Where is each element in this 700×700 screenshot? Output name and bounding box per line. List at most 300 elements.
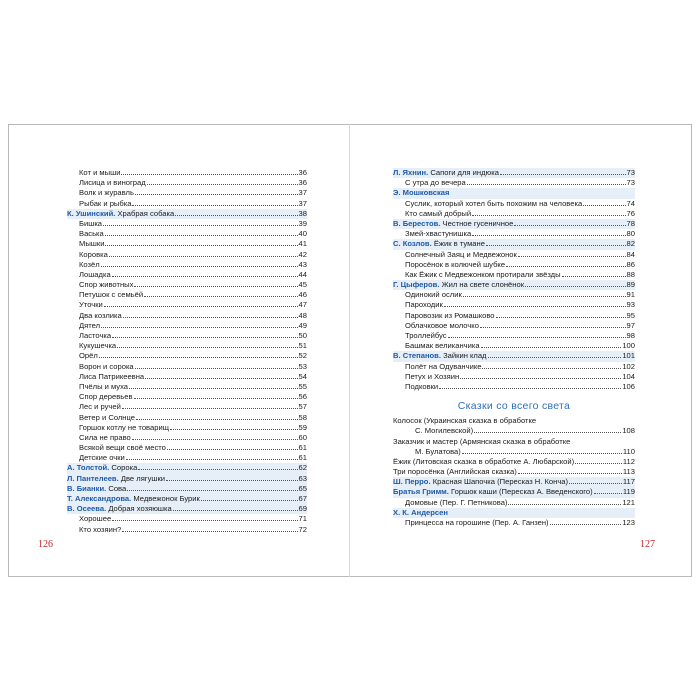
toc-page-number: 43: [298, 259, 307, 269]
toc-entry-title: [79, 300, 103, 310]
toc-entry-title: [393, 239, 485, 249]
work-title: Одинокий ослик: [405, 290, 462, 300]
toc-page-number: 55: [298, 381, 307, 391]
toc-page-number: 48: [298, 310, 307, 320]
work-title: Сапоги для индюка: [430, 168, 499, 177]
toc-entry-title: [405, 341, 480, 351]
toc-page-number: 84: [626, 249, 635, 259]
toc-author-entry: [393, 168, 635, 178]
toc-page-number: 76: [626, 208, 635, 218]
toc-page-number: 51: [298, 341, 307, 351]
toc-entry: [67, 260, 307, 270]
author-name: Г. Цыферов.: [393, 280, 440, 290]
work-title: Суслик, который хотел быть похожим на человека: [405, 198, 583, 208]
dot-leader: [486, 245, 626, 246]
toc-page-number: 65: [298, 483, 307, 493]
toc-entry: [67, 280, 307, 290]
toc-entry-title: [405, 290, 462, 300]
dot-leader: [126, 459, 298, 460]
work-title: Ёжик в тумане: [433, 239, 485, 249]
dot-leader: [147, 184, 298, 185]
toc-entry-title: [405, 518, 549, 528]
toc-entry: [67, 514, 307, 524]
toc-entry: [67, 331, 307, 341]
toc-entry: [393, 362, 635, 372]
toc-entry-title: [79, 280, 133, 290]
toc-entry-title: [67, 494, 200, 504]
toc-page-number: 58: [298, 412, 307, 422]
work-title: Домовые (Пер. Г. Петникова): [405, 497, 508, 507]
toc-page-number: 57: [298, 402, 307, 412]
dot-leader: [518, 473, 622, 474]
toc-entry: [67, 362, 307, 372]
toc-entry: [67, 199, 307, 209]
toc-entry-title: [405, 362, 481, 372]
work-title: Три поросёнка (Английская сказка): [393, 467, 517, 477]
toc-page-number: 121: [622, 497, 635, 507]
dot-leader: [104, 306, 298, 307]
dot-leader: [462, 453, 622, 454]
work-title: Детские очки: [79, 453, 125, 463]
toc-entry-title: [79, 260, 100, 270]
dot-leader: [121, 174, 297, 175]
page-number-left: 126: [38, 539, 53, 550]
toc-page-number: 46: [298, 290, 307, 300]
work-title: Дятел: [79, 320, 101, 330]
toc-page-number: 62: [298, 463, 307, 473]
dot-leader: [201, 500, 298, 501]
toc-entry: [67, 188, 307, 198]
work-title: Васька: [79, 229, 104, 239]
dot-leader: [496, 317, 626, 318]
dot-leader: [112, 337, 297, 338]
toc-entry: [67, 178, 307, 188]
toc-page-number: 95: [626, 310, 635, 320]
toc-entry: [67, 443, 307, 453]
work-title: Подковки: [405, 381, 439, 391]
dot-leader: [575, 463, 622, 464]
toc-entry: [393, 199, 635, 209]
dot-leader: [594, 493, 622, 494]
toc-page-number: 42: [298, 249, 307, 259]
toc-entry: [393, 321, 635, 331]
work-title: Рыбак и рыбка: [79, 198, 132, 208]
work-title: Две лягушки: [120, 473, 166, 483]
work-title: Волк и журавль: [79, 188, 134, 198]
work-title: Полёт на Одуванчике: [405, 361, 482, 371]
toc-author-entry: [393, 508, 635, 518]
toc-entry-title: [405, 270, 561, 280]
dot-leader: [481, 347, 622, 348]
toc-entry: [67, 453, 307, 463]
toc-entry-title: [67, 504, 172, 514]
toc-page-number: 67: [298, 494, 307, 503]
toc-entry-title: [405, 498, 507, 508]
dot-leader: [134, 398, 298, 399]
toc-page-number: 106: [622, 381, 635, 391]
work-title: Лошадка: [79, 269, 111, 279]
dot-leader: [105, 235, 298, 236]
dot-leader: [122, 408, 298, 409]
toc-entry: [393, 437, 635, 447]
dot-leader: [112, 520, 297, 521]
dot-leader: [514, 225, 625, 226]
toc-entry-title: [393, 280, 524, 290]
work-title: Честное гусеничное: [442, 218, 514, 228]
work-title: Ёжик (Литовская сказка в обработке А. Любарской): [393, 456, 575, 466]
toc-page-number: 53: [298, 361, 307, 371]
work-title: Поросёнок в колючей шубке: [405, 259, 506, 269]
toc-author-entry: [67, 494, 307, 504]
work-title: Козёл: [79, 259, 100, 269]
toc-page-number: 78: [626, 218, 635, 228]
toc-entry-title: [405, 311, 495, 321]
toc-entry-title: [393, 508, 448, 518]
toc-page-number: 37: [298, 198, 307, 208]
dot-leader: [448, 337, 626, 338]
toc-page-number: 69: [298, 504, 307, 514]
toc-page-number: 38: [298, 208, 307, 218]
work-title: Солнечный Заяц и Медвежонок: [405, 249, 517, 259]
toc-entry-title: [79, 525, 121, 535]
author-name: Х. К. Андерсен: [393, 507, 448, 517]
toc-entry: [393, 382, 635, 392]
toc-page-number: 119: [622, 487, 635, 497]
toc-entry: [393, 426, 635, 436]
toc-entry-title: [79, 453, 125, 463]
author-name: Л. Яхнин.: [393, 168, 429, 177]
dot-leader: [562, 276, 626, 277]
toc-entry-title: [405, 178, 466, 188]
toc-entry: [393, 209, 635, 219]
toc-page-number: 91: [626, 290, 635, 300]
toc-author-entry: [393, 239, 635, 249]
toc-page-number: 56: [298, 392, 307, 402]
toc-page-number: 52: [298, 351, 307, 361]
toc-entry-title: [79, 402, 121, 412]
dot-leader: [122, 531, 297, 532]
dot-leader: [472, 215, 625, 216]
work-title: Петух и Хозяин: [405, 371, 460, 381]
toc-entry-title: [79, 392, 133, 402]
toc-entry-title: [79, 331, 111, 341]
toc-entry: [67, 372, 307, 382]
author-name: В. Бианки.: [67, 483, 107, 493]
toc-entry-title: [393, 219, 513, 229]
toc-entry-title: [405, 300, 443, 310]
toc-entry: [393, 372, 635, 382]
toc-entry: [393, 447, 635, 457]
toc-page-number: 110: [622, 446, 635, 456]
work-title: Сила не право: [79, 432, 131, 442]
page-number-right: 127: [640, 539, 655, 550]
toc-entry: [393, 467, 635, 477]
dot-leader: [500, 174, 626, 175]
dot-leader: [109, 256, 298, 257]
dot-leader: [145, 378, 297, 379]
toc-entry-title: [405, 321, 479, 331]
toc-entry-title: [415, 447, 461, 457]
toc-author-entry: [67, 463, 307, 473]
toc-entry: [67, 300, 307, 310]
toc-entry: [67, 290, 307, 300]
toc-page-number: 86: [626, 259, 635, 269]
toc-entry-title: [405, 382, 438, 392]
toc-page-number: 50: [298, 331, 307, 340]
toc-author-entry: [67, 484, 307, 494]
work-title: Коровка: [79, 249, 108, 259]
toc-entry-title: [79, 219, 102, 229]
work-title: Красная Шапочка (Пересказ Н. Конча): [432, 477, 569, 487]
dot-leader: [488, 357, 622, 358]
work-title: С. Могилевской): [415, 426, 474, 436]
toc-entry-title: [79, 321, 100, 331]
toc-entry: [67, 525, 307, 535]
toc-entry-title: [405, 260, 505, 270]
dot-leader: [99, 357, 298, 358]
toc-entry: [67, 168, 307, 178]
toc-entry: [393, 518, 635, 528]
toc-page-number: 89: [626, 280, 635, 290]
toc-entry: [67, 351, 307, 361]
toc-page-number: 41: [298, 239, 307, 249]
toc-entry-title: [79, 270, 111, 280]
toc-page-number: 73: [626, 168, 635, 177]
toc-author-entry: [67, 504, 307, 514]
work-title: Башмак великанчика: [405, 341, 480, 351]
toc-author-entry: [393, 477, 635, 487]
dot-leader: [129, 388, 298, 389]
toc-entry-title: [79, 311, 122, 321]
work-title: Спор животных: [79, 280, 134, 290]
toc-page-number: 60: [298, 432, 307, 442]
work-title: Как Ёжик с Медвежонком протирали звёзды: [405, 269, 561, 279]
dot-leader: [550, 524, 622, 525]
dot-leader: [472, 235, 625, 236]
toc-entry-title: [79, 188, 134, 198]
author-name: А. Толстой.: [67, 463, 110, 473]
author-name: С. Козлов.: [393, 239, 432, 249]
dot-leader: [444, 306, 626, 307]
dot-leader: [123, 317, 298, 318]
dot-leader: [166, 480, 298, 481]
toc-entry-title: [79, 199, 131, 209]
toc-page-number: 71: [298, 514, 307, 524]
toc-page-number: 73: [626, 178, 635, 188]
work-title: Уточки: [79, 300, 103, 310]
work-title: Сорока: [111, 463, 138, 473]
toc-entry: [393, 311, 635, 321]
toc-page-number: 100: [622, 341, 635, 351]
dot-leader: [569, 483, 622, 484]
dot-leader: [132, 205, 297, 206]
toc-entry-title: [393, 351, 487, 361]
toc-entry-title: [79, 168, 120, 178]
dot-leader: [480, 327, 626, 328]
toc-entry: [393, 341, 635, 351]
toc-entry: [67, 392, 307, 402]
toc-entry: [67, 229, 307, 239]
toc-page-number: 112: [622, 456, 635, 466]
work-title: Мышки: [79, 239, 105, 249]
dot-leader: [170, 429, 298, 430]
toc-page-number: 36: [298, 178, 307, 188]
toc-entry-title: [405, 372, 459, 382]
toc-entry-title: [79, 351, 98, 361]
toc-entry-title: [405, 331, 447, 341]
toc-entry-title: [79, 413, 135, 423]
toc-entry: [393, 457, 635, 467]
toc-page-number: 97: [626, 320, 635, 330]
work-title: С утра до вечера: [405, 178, 466, 188]
work-title: Медвежонок Бурик: [133, 494, 200, 503]
toc-entry-title: [79, 178, 146, 188]
work-title: Бишка: [79, 218, 103, 228]
author-name: Ш. Перро.: [393, 477, 431, 487]
dot-leader: [132, 439, 298, 440]
dot-leader: [101, 327, 297, 328]
toc-page-number: 36: [298, 168, 307, 177]
toc-page-number: 45: [298, 280, 307, 290]
dot-leader: [482, 368, 621, 369]
toc-entry: [67, 250, 307, 260]
toc-page-number: 93: [626, 300, 635, 310]
toc-entry-title: [79, 443, 166, 453]
work-title: Петушок с семьёй: [79, 290, 144, 300]
toc-author-entry: [393, 188, 635, 198]
work-title: Паровозик из Ромашково: [405, 310, 495, 320]
toc-entry: [393, 270, 635, 280]
work-title: Сова: [108, 483, 127, 493]
work-title: Троллейбус: [405, 331, 447, 340]
toc-entry: [67, 413, 307, 423]
toc-entry-title: [79, 382, 128, 392]
toc-entry: [393, 498, 635, 508]
toc-author-entry: [67, 209, 307, 219]
toc-entry: [393, 416, 635, 426]
work-title: Кто самый добрый: [405, 208, 472, 218]
work-title: Лисица и виноград: [79, 178, 146, 188]
work-title: М. Булатова): [415, 446, 461, 456]
toc-author-entry: [67, 474, 307, 484]
work-title: Добрая хозяюшка: [108, 504, 172, 514]
section-heading: Сказки со всего света: [457, 400, 571, 413]
dot-leader: [463, 296, 626, 297]
toc-entry: [393, 290, 635, 300]
toc-entry-title: [393, 457, 574, 467]
toc-page-number: 102: [622, 361, 635, 371]
toc-author-entry: [393, 351, 635, 361]
toc-entry: [67, 433, 307, 443]
dot-leader: [103, 225, 298, 226]
toc-entry-title: [405, 199, 582, 209]
toc-entry-title: [79, 341, 116, 351]
author-name: Э. Мошковская: [393, 188, 450, 198]
toc-entry: [393, 250, 635, 260]
toc-entry: [393, 260, 635, 270]
toc-entry-title: [393, 467, 517, 477]
gutter: [349, 124, 350, 577]
toc-entry-title: [393, 477, 568, 487]
toc-entry: [67, 270, 307, 280]
dot-leader: [127, 490, 297, 491]
dot-leader: [506, 266, 625, 267]
toc-author-entry: [393, 219, 635, 229]
author-name: В. Осеева.: [67, 504, 107, 514]
toc-entry: [393, 331, 635, 341]
dot-leader: [525, 286, 626, 287]
toc-page-number: 74: [626, 198, 635, 208]
dot-leader: [439, 388, 621, 389]
author-name: В. Берестов.: [393, 218, 441, 228]
work-title: Зайкин клад: [443, 351, 487, 361]
toc-entry-title: [393, 168, 499, 178]
author-name: Братья Гримм.: [393, 487, 449, 497]
dot-leader: [175, 215, 297, 216]
work-title: Кукушечка: [79, 341, 117, 351]
toc-entry-title: [405, 250, 517, 260]
work-title: Ласточка: [79, 331, 112, 340]
toc-page-number: 113: [622, 467, 635, 477]
toc-page-number: 44: [298, 269, 307, 279]
toc-page-number: 61: [298, 443, 307, 453]
work-title: Кот и мыши: [79, 168, 121, 177]
work-title: Принцесса на горошине (Пер. А. Ганзен): [405, 518, 549, 527]
dot-leader: [135, 194, 298, 195]
toc-entry: [393, 300, 635, 310]
work-title: Пчёлы и муха: [79, 381, 129, 391]
work-title: Хорошее: [79, 514, 112, 524]
dot-leader: [101, 266, 298, 267]
toc-entry-title: [79, 433, 131, 443]
dot-leader: [135, 368, 298, 369]
toc-page-number: 104: [622, 371, 635, 381]
toc-entry-title: [79, 250, 108, 260]
toc-entry-title: [79, 362, 134, 372]
toc-entry: [67, 382, 307, 392]
toc-entry-title: [405, 229, 471, 239]
work-title: Колосок (Украинская сказка в обработке: [393, 416, 537, 426]
work-title: Лиса Патрикеевна: [79, 371, 145, 381]
dot-leader: [467, 184, 626, 185]
dot-leader: [583, 205, 625, 206]
toc-entry: [67, 423, 307, 433]
work-title: Два козлика: [79, 310, 122, 320]
toc-page-number: 80: [626, 229, 635, 239]
work-title: Лес и ручей: [79, 402, 121, 412]
toc-entry: [393, 229, 635, 239]
toc-page-number: 63: [298, 473, 307, 483]
toc-entry: [393, 178, 635, 188]
toc-page-number: 82: [626, 239, 635, 249]
author-name: Л. Пантелеев.: [67, 473, 119, 483]
work-title: Спор деревьев: [79, 392, 133, 402]
toc-entry-title: [79, 423, 169, 433]
toc-page-number: 47: [298, 300, 307, 310]
toc-entry-title: [67, 463, 137, 473]
toc-page-number: 72: [298, 524, 307, 534]
dot-leader: [518, 256, 626, 257]
toc-page-number: 59: [298, 422, 307, 432]
toc-page-number: 49: [298, 320, 307, 330]
work-title: Орёл: [79, 351, 98, 361]
work-title: Облачковое молочко: [405, 320, 479, 330]
work-title: Змей-хвастунишка: [405, 229, 472, 239]
author-name: В. Степанов.: [393, 351, 441, 361]
work-title: Горшок котлу не товарищ: [79, 422, 169, 432]
work-title: Кто хозяин?: [79, 524, 122, 534]
toc-entry-title: [67, 209, 174, 219]
